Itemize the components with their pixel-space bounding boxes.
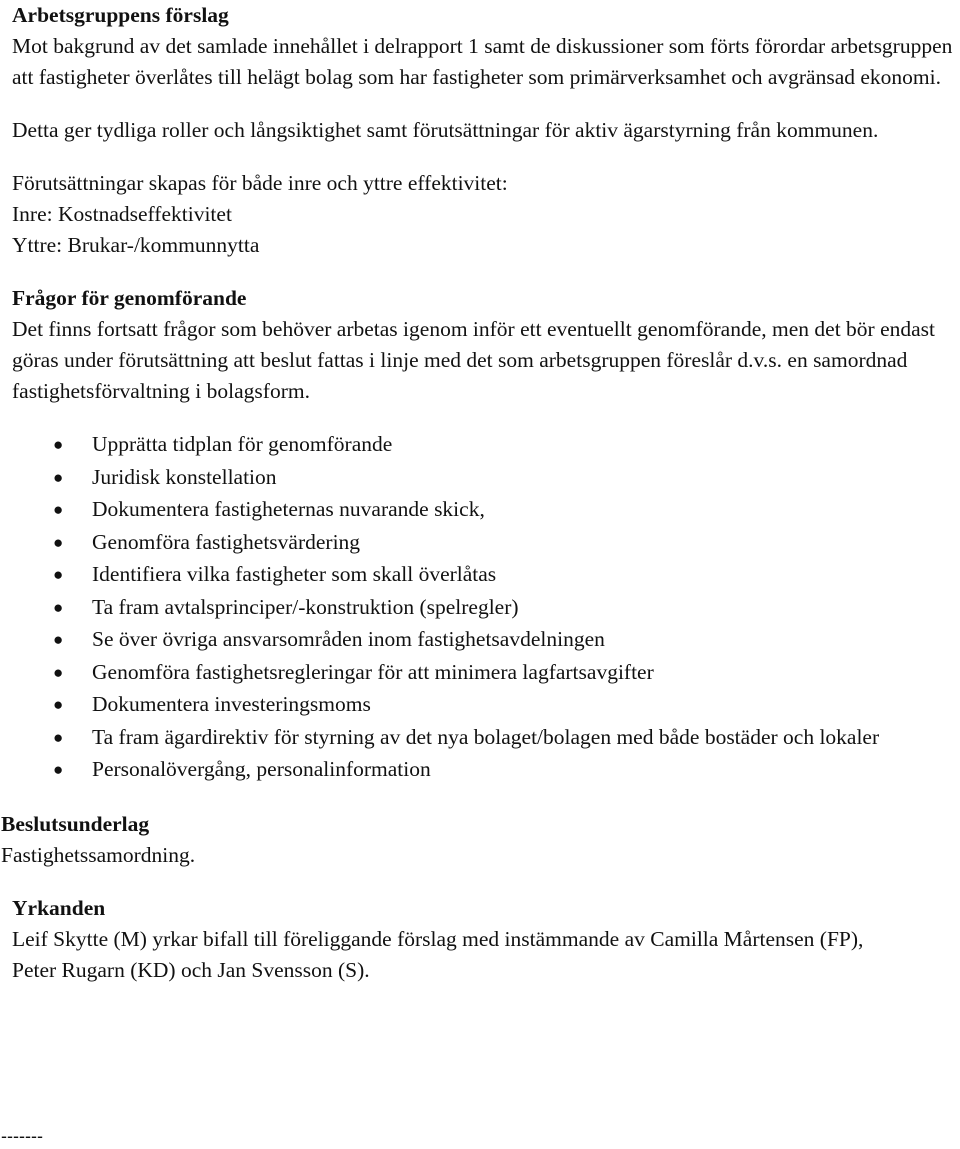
list-item: ● Ta fram ägardirektiv för styrning av det nya bolaget/bolagen med både bostäder och lokaler — [0, 722, 960, 753]
separator-dashes: ------- — [1, 1126, 43, 1146]
heading-arbetsgruppens-forslag: Arbetsgruppens förslag — [12, 3, 229, 27]
effect-yttre: Yttre: Brukar-/kommunnytta — [12, 233, 260, 257]
paragraph-roller: Detta ger tydliga roller och långsiktighet samt förutsättningar för aktiv ägarstyrning från kommunen. — [12, 118, 879, 142]
bullet-icon: ● — [53, 467, 64, 487]
text-beslutsunderlag: Fastighetssamordning. — [1, 842, 196, 867]
bullet-icon: ● — [53, 532, 64, 552]
bullet-list-genomforande — [0, 429, 960, 785]
bullet-icon: ● — [53, 597, 64, 617]
heading-fragor-for-genomforande: Frågor för genomförande — [12, 286, 247, 310]
list-item: ● Se över övriga ansvarsområden inom fastighetsavdelningen — [0, 624, 960, 655]
heading-beslutsunderlag: Beslutsunderlag — [1, 811, 150, 836]
effect-inre: Inre: Kostnadseffektivitet — [12, 202, 232, 226]
list-item: ● Upprätta tidplan för genomförande — [0, 429, 960, 460]
list-item: ● Ta fram avtalsprinciper/-konstruktion (spelregler) — [0, 592, 960, 623]
section-beslutsunderlag — [0, 809, 960, 871]
bullet-icon: ● — [53, 500, 64, 519]
list-item: ● Dokumentera fastigheternas nuvarande skick, — [0, 494, 960, 525]
bullet-icon: ● — [53, 760, 64, 779]
list-item: ● Identifiera vilka fastigheter som skall överlåtas — [0, 559, 960, 590]
list-item: ● Dokumentera investeringsmoms — [0, 689, 960, 720]
bullet-icon: ● — [53, 695, 64, 714]
bullet-icon: ● — [53, 662, 64, 682]
list-item: ● Juridisk konstellation — [0, 462, 960, 493]
effect-intro: Förutsättningar skapas för både inre och yttre effektivitet: — [12, 171, 508, 195]
text-yrkanden: Leif Skytte (M) yrkar bifall till föreliggande förslag med instämmande av Camilla Mårtensen (FP), Peter Rugarn (KD) och Jan Svensson (S). — [12, 926, 864, 982]
bullet-icon: ● — [53, 435, 64, 454]
list-item: ● Genomföra fastighetsregleringar för att minimera lagfartsavgifter — [0, 657, 960, 688]
bullet-icon: ● — [53, 630, 64, 649]
bullet-icon: ● — [53, 727, 64, 747]
section-yrkanden — [0, 893, 960, 986]
list-item: ● Genomföra fastighetsvärdering — [0, 527, 960, 558]
paragraph-fragor: Det finns fortsatt frågor som behöver arbetas igenom inför ett eventuellt genomförande, men det bör endast göras under förutsättning att beslut fattas i linje med det som arbetsgruppen föreslår d.v.s. en samordnad fastighetsförvaltning i bolagsform. — [12, 317, 936, 403]
paragraph-bakgrund: Mot bakgrund av det samlade innehållet i delrapport 1 samt de diskussioner som förts förordar arbetsgruppen att fastigheter överlåtes till helägt bolag som har fastigheter som primärverksamhet och avgränsad ekonomi. — [12, 34, 953, 89]
bullet-icon: ● — [53, 565, 64, 584]
section-fragor-for-genomforande — [0, 283, 960, 429]
section-arbetsgruppens-forslag — [0, 0, 960, 283]
heading-yrkanden: Yrkanden — [12, 895, 106, 920]
list-item: ● Personalövergång, personalinformation — [0, 754, 960, 785]
